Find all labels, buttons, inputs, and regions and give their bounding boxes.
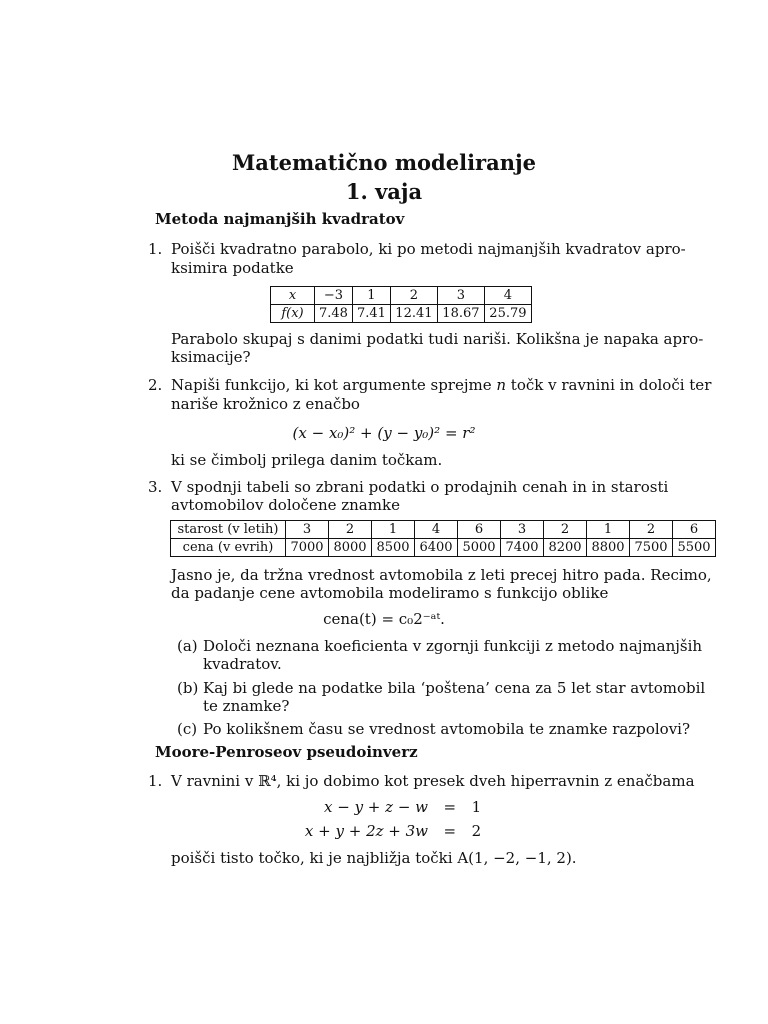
- equation-sign: =: [443, 798, 457, 816]
- document-title: Matematično modeliranje: [232, 150, 536, 175]
- subproblem-text: kvadratov.: [203, 655, 282, 673]
- problem-text: [171, 376, 711, 395]
- subproblem-text: te znamke?: [203, 697, 290, 715]
- subproblem-label: (c): [177, 720, 198, 738]
- equation-rhs: 2: [471, 822, 482, 840]
- table-cell: 2: [390, 287, 437, 305]
- table-cell: 3: [286, 521, 329, 539]
- table-cell: 5500: [673, 539, 716, 557]
- equation-row: [300, 798, 500, 822]
- problem-text: Poišči kvadratno parabolo, ki po metodi najmanjših kvadratov apro-: [171, 240, 686, 258]
- table-cell: 1: [587, 521, 630, 539]
- table-cell: −3: [315, 287, 353, 305]
- equation-sign: =: [443, 822, 457, 840]
- problem-text: ki se čimbolj prilega danim točkam.: [171, 451, 443, 469]
- subproblem-text: Določi neznana koeficienta v zgornji funkciji z metodo najmanjših: [203, 637, 703, 655]
- problem-number: 2.: [148, 376, 163, 394]
- data-table-car-prices: [170, 520, 716, 557]
- table-row: [171, 539, 716, 557]
- problem-number: 1.: [148, 240, 163, 258]
- problem-text: nariše krožnico z enačbo: [171, 395, 360, 413]
- subproblem-text: Kaj bi glede na podatke bila ‘poštena’ cena za 5 let star avtomobil: [203, 679, 706, 697]
- problem-text: ksimira podatke: [171, 259, 294, 277]
- table-cell: 5000: [458, 539, 501, 557]
- price-model-equation: cena(t) = c₀2⁻ᵃᵗ.: [323, 610, 445, 628]
- table-header-cell: starost (v letih): [171, 521, 286, 539]
- problem-text: Jasno je, da tržna vrednost avtomobila z leti precej hitro pada. Recimo,: [171, 566, 712, 584]
- problem-text: V spodnji tabeli so zbrani podatki o prodajnih cenah in in starosti: [171, 478, 669, 496]
- section-heading-pseudoinverse: Moore-Penroseov pseudoinverz: [155, 743, 418, 761]
- table-cell: 2: [544, 521, 587, 539]
- problem-text: da padanje cene avtomobila modeliramo s funkcijo oblike: [171, 584, 609, 602]
- circle-equation: (x − x₀)² + (y − y₀)² = r²: [292, 424, 476, 442]
- section-heading-least-squares: Metoda najmanjših kvadratov: [155, 210, 405, 228]
- problem-text: Parabolo skupaj s danimi podatki tudi nariši. Kolikšna je napaka apro-: [171, 330, 704, 348]
- table-cell: 7000: [286, 539, 329, 557]
- table-row: [271, 287, 532, 305]
- table-row: [271, 305, 532, 323]
- table-cell: 25.79: [484, 305, 531, 323]
- table-cell: 7.41: [352, 305, 390, 323]
- table-cell: 6: [458, 521, 501, 539]
- table-cell: 12.41: [390, 305, 437, 323]
- table-header-cell: f(x): [271, 305, 315, 323]
- table-cell: 2: [630, 521, 673, 539]
- table-cell: 3: [437, 287, 484, 305]
- table-cell: 2: [329, 521, 372, 539]
- subproblem-label: (b): [177, 679, 199, 697]
- table-cell: 7500: [630, 539, 673, 557]
- table-header-cell: x: [271, 287, 315, 305]
- equation-lhs: x − y + z − w: [324, 798, 428, 816]
- problem-number: 3.: [148, 478, 163, 496]
- equation-system: [300, 798, 500, 846]
- text-part: točk v ravnini in določi ter: [506, 376, 712, 394]
- table-cell: 7.48: [315, 305, 353, 323]
- table-cell: 4: [415, 521, 458, 539]
- problem-number: 1.: [148, 772, 163, 790]
- table-cell: 7400: [501, 539, 544, 557]
- subproblem-text: Po kolikšnem času se vrednost avtomobila te znamke razpolovi?: [203, 720, 691, 738]
- table-cell: 6: [673, 521, 716, 539]
- problem-text: avtomobilov določene znamke: [171, 496, 400, 514]
- subproblem-label: (a): [177, 637, 198, 655]
- table-cell: 18.67: [437, 305, 484, 323]
- problem-text: poišči tisto točko, ki je najbližja točki A(1, −2, −1, 2).: [171, 849, 577, 867]
- equation-rhs: 1: [471, 798, 482, 816]
- table-cell: 6400: [415, 539, 458, 557]
- problem-text: V ravnini v ℝ⁴, ki jo dobimo kot presek dveh hiperravnin z enačbama: [171, 772, 695, 790]
- table-cell: 4: [484, 287, 531, 305]
- table-row: [171, 521, 716, 539]
- table-cell: 1: [372, 521, 415, 539]
- table-header-cell: cena (v evrih): [171, 539, 286, 557]
- table-cell: 8800: [587, 539, 630, 557]
- table-cell: 8200: [544, 539, 587, 557]
- table-cell: 1: [352, 287, 390, 305]
- equation-lhs: x + y + 2z + 3w: [304, 822, 428, 840]
- table-cell: 8500: [372, 539, 415, 557]
- math-variable: n: [496, 376, 507, 394]
- text-part: Napiši funkcijo, ki kot argumente sprejme: [171, 376, 497, 394]
- problem-text: ksimacije?: [171, 348, 251, 366]
- table-cell: 8000: [329, 539, 372, 557]
- document-subtitle: 1. vaja: [345, 179, 423, 204]
- table-cell: 3: [501, 521, 544, 539]
- equation-row: [300, 822, 500, 846]
- data-table-parabola: [270, 286, 532, 323]
